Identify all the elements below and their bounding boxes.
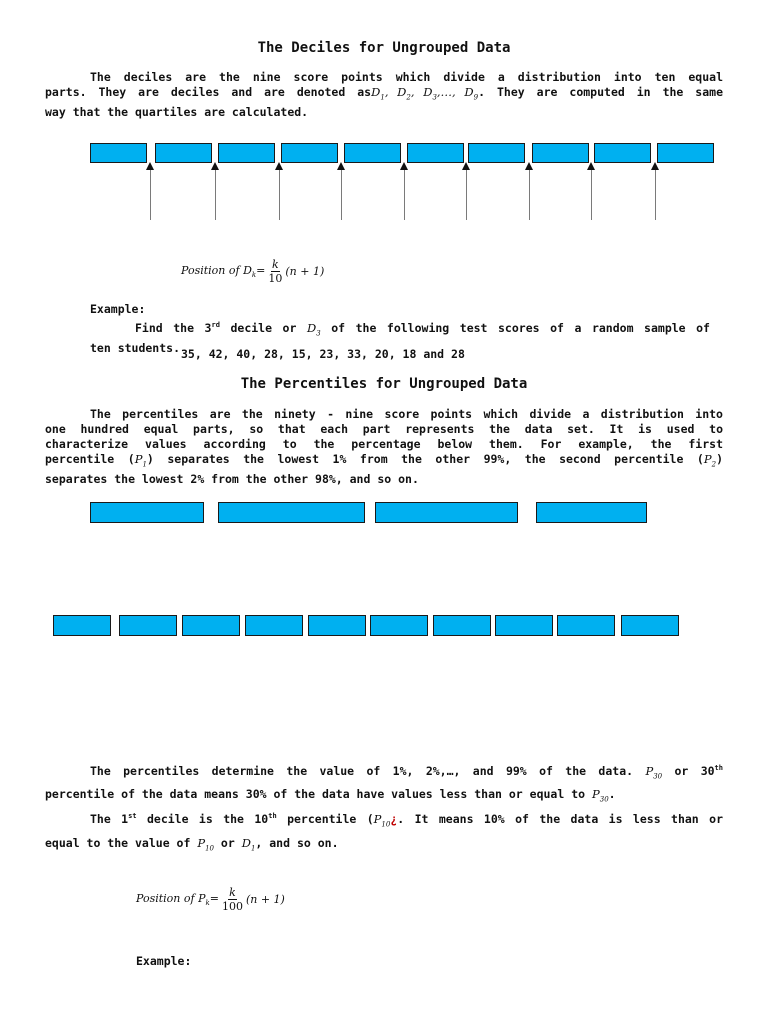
decile-box	[594, 143, 651, 163]
decile-box	[532, 143, 589, 163]
percentile-box	[536, 502, 647, 523]
percentile-example-label: Example:	[136, 954, 192, 968]
deciles-intro-line2a: parts. They are deciles and are denoted as	[45, 85, 372, 99]
deciles-intro-line3: way that the quartiles are calculated.	[45, 105, 309, 120]
decile-percentile-relation: The 1st decile is the 10th percentile ($P_{10}¿$. It means 10% of the data is less than or equal to the value of $P_{10}$ or $D_1$, and so on.	[45, 811, 723, 853]
percentiles-title: The Percentiles for Ungrouped Data	[240, 376, 528, 392]
percentile-formula-num: k	[229, 886, 236, 899]
percentile-box	[495, 615, 553, 636]
percentile-box	[370, 615, 428, 636]
percentile-formula-tail: (n + 1)	[245, 893, 285, 906]
percentile-box	[621, 615, 679, 636]
decile-box	[281, 143, 338, 163]
decile-box	[155, 143, 212, 163]
deciles-intro	[45, 70, 723, 120]
percentile-box	[245, 615, 303, 636]
decile-pointer	[279, 170, 280, 220]
decile-formula-lhs: Position of $D_k=$	[181, 263, 266, 280]
decile-pointer	[655, 170, 656, 220]
percentile-box	[308, 615, 366, 636]
decile-formula-num: k	[272, 258, 279, 271]
decile-box	[218, 143, 275, 163]
percentile-box	[90, 502, 204, 523]
deciles-title: The Deciles for Ungrouped Data	[257, 40, 511, 56]
percentile-box	[119, 615, 177, 636]
percentiles-determine: The percentiles determine the value of 1%, 2%,…, and 99% of the data. $P_{30}$ or 30th percentile of the data means 30% of the data have values less than or equal to $P_{30}$.	[45, 763, 723, 804]
decile-formula	[181, 258, 324, 285]
decile-box	[90, 143, 147, 163]
decile-box	[468, 143, 525, 163]
percentile-formula-fraction	[221, 886, 244, 913]
percentile-box	[433, 615, 491, 636]
decile-scores: 35, 42, 40, 28, 15, 23, 33, 20, 18 and 28	[181, 347, 465, 361]
decile-pointer	[404, 170, 405, 220]
percentile-box	[375, 502, 518, 523]
percentiles-intro: The percentiles are the ninety - nine score points which divide a distribution into one hundred equal parts, so that each part represents the data set. It is used to characterize values according to the percentage below them. For example, the first percentile $(P_1)$ separates the lowest 1% from the other 99%, the second percentile $(P_2)$ separates the lowest 2% from the other 98%, and so on.	[45, 407, 723, 487]
decile-box	[657, 143, 714, 163]
decile-pointer	[215, 170, 216, 220]
decile-formula-den: 10	[268, 272, 283, 285]
percentile-box	[557, 615, 615, 636]
percentile-formula	[136, 886, 285, 913]
decile-example: Find the 3rd decile or $D_3$ of the following test scores of a random sample of ten students.	[90, 320, 710, 356]
percentile-formula-den: 100	[221, 900, 243, 913]
decile-box	[344, 143, 401, 163]
decile-pointer	[529, 170, 530, 220]
decile-formula-fraction	[267, 258, 283, 285]
deciles-intro-line2b: . They are computed in the same	[478, 85, 724, 99]
deciles-vars: $D_1$, $D_2$, $D_3,\dots$, $D_9$	[371, 85, 479, 102]
decile-pointer	[591, 170, 592, 220]
decile-box	[407, 143, 464, 163]
decile-example-label: Example:	[90, 302, 146, 316]
decile-formula-tail: (n + 1)	[285, 265, 325, 278]
percentile-box	[182, 615, 240, 636]
percentile-box	[53, 615, 111, 636]
percentile-formula-lhs: Position of $P_k=$	[136, 891, 219, 908]
deciles-intro-line1: The deciles are the nine score points which divide a distribution into ten equal	[90, 70, 723, 84]
decile-pointer	[150, 170, 151, 220]
decile-pointer	[341, 170, 342, 220]
percentile-box	[218, 502, 365, 523]
decile-pointer	[466, 170, 467, 220]
